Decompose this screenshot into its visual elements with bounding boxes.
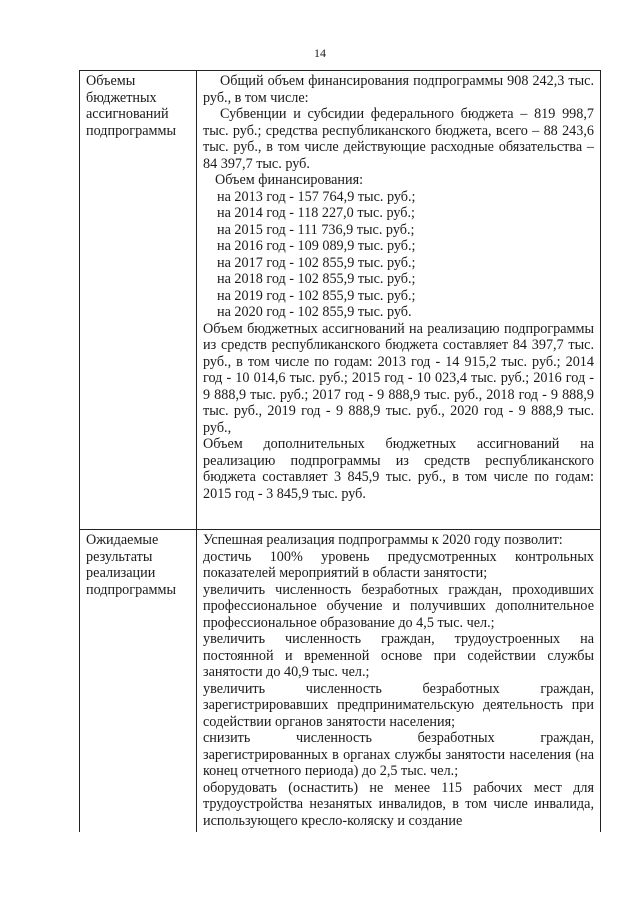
republican-budget-text: Объем бюджетных ассигнований на реализацию подпрограммы из средств республиканского бюджета составляет 84 397,7 тыс. руб., в том числе по годам: 2013 год - 14 915,2 тыс. руб.; 2014 год - 10 014,6 тыс. руб.; 2015 год - 10 023,4 тыс. руб.; 2016 год - 9 888,9 тыс. руб.; 2017 год - 9 888,9 тыс. руб., 2018 год - 9 888,9 тыс. руб., 2019 год - 9 888,9 тыс. руб., 2020 год - 9 888,9 тыс. руб., — [203, 320, 594, 436]
year-line: на 2017 год - 102 855,9 тыс. руб.; — [217, 254, 416, 271]
year-line: на 2020 год - 102 855,9 тыс. руб. — [217, 304, 412, 320]
year-line: на 2016 год - 109 089,9 тыс. руб.; — [217, 238, 416, 254]
year-line: на 2018 год - 102 855,9 тыс. руб.; — [217, 271, 416, 287]
subsidies-text: Субвенции и субсидии федерального бюджета – 819 998,7 тыс. руб.; средства республиканского бюджета, всего – 88 243,6 тыс. руб., в том числе действующие расходные обязательства – 84 397,7 тыс. руб. — [203, 106, 594, 172]
result-item: увеличить численность безработных граждан, проходивших профессиональное обучение и получивших дополнительное профессиональное образование до 4,5 тыс. чел.; — [203, 581, 594, 631]
budget-content — [197, 71, 601, 530]
total-financing: Общий объем финансирования подпрограммы 908 242,3 тыс. руб., в том числе: — [203, 73, 594, 106]
financing-header: Объем финансирования: — [215, 172, 364, 188]
table-row — [80, 71, 601, 530]
result-item: увеличить численность безработных граждан, зарегистрировавших предпринимательскую деятельность при содействии органов занятости населения; — [203, 680, 594, 730]
additional-budget-text: Объем дополнительных бюджетных ассигнований на реализацию подпрограммы из средств республиканского бюджета составляет 3 845,9 тыс. руб., в том числе по годам: 2015 год - 3 845,9 тыс. руб. — [203, 436, 594, 502]
table-row — [80, 530, 601, 833]
year-line: на 2014 год - 118 227,0 тыс. руб.; — [217, 205, 415, 221]
page-number: 14 — [314, 46, 326, 60]
year-line: на 2013 год - 157 764,9 тыс. руб.; — [217, 188, 416, 205]
result-item: оборудовать (оснастить) не менее 115 рабочих мест для трудоустройства незанятых инвалидов, в том числе инвалида, использующего кресло-коляску и создание — [203, 779, 594, 829]
year-line: на 2015 год - 111 736,9 тыс. руб.; — [217, 221, 415, 238]
passport-table — [79, 70, 601, 832]
results-intro: Успешная реализация подпрограммы к 2020 году позволит: — [203, 532, 563, 548]
result-item: достичь 100% уровень предусмотренных контрольных показателей мероприятий в области занятости; — [203, 548, 594, 581]
year-line: на 2019 год - 102 855,9 тыс. руб.; — [217, 287, 416, 304]
results-content — [197, 530, 601, 833]
row-label-results: Ожидаемые результаты реализации подпрограммы — [80, 530, 197, 833]
result-item: снизить численность безработных граждан, зарегистрированных в органах службы занятости населения (на конец отчетного периода) до 2,5 тыс. чел.; — [203, 730, 594, 779]
row-label-budget: Объемы бюджетных ассигнований подпрограммы — [80, 71, 197, 530]
result-item: увеличить численность граждан, трудоустроенных на постоянной и временной основе при содействии службы занятости до 40,9 тыс. чел.; — [203, 631, 594, 680]
